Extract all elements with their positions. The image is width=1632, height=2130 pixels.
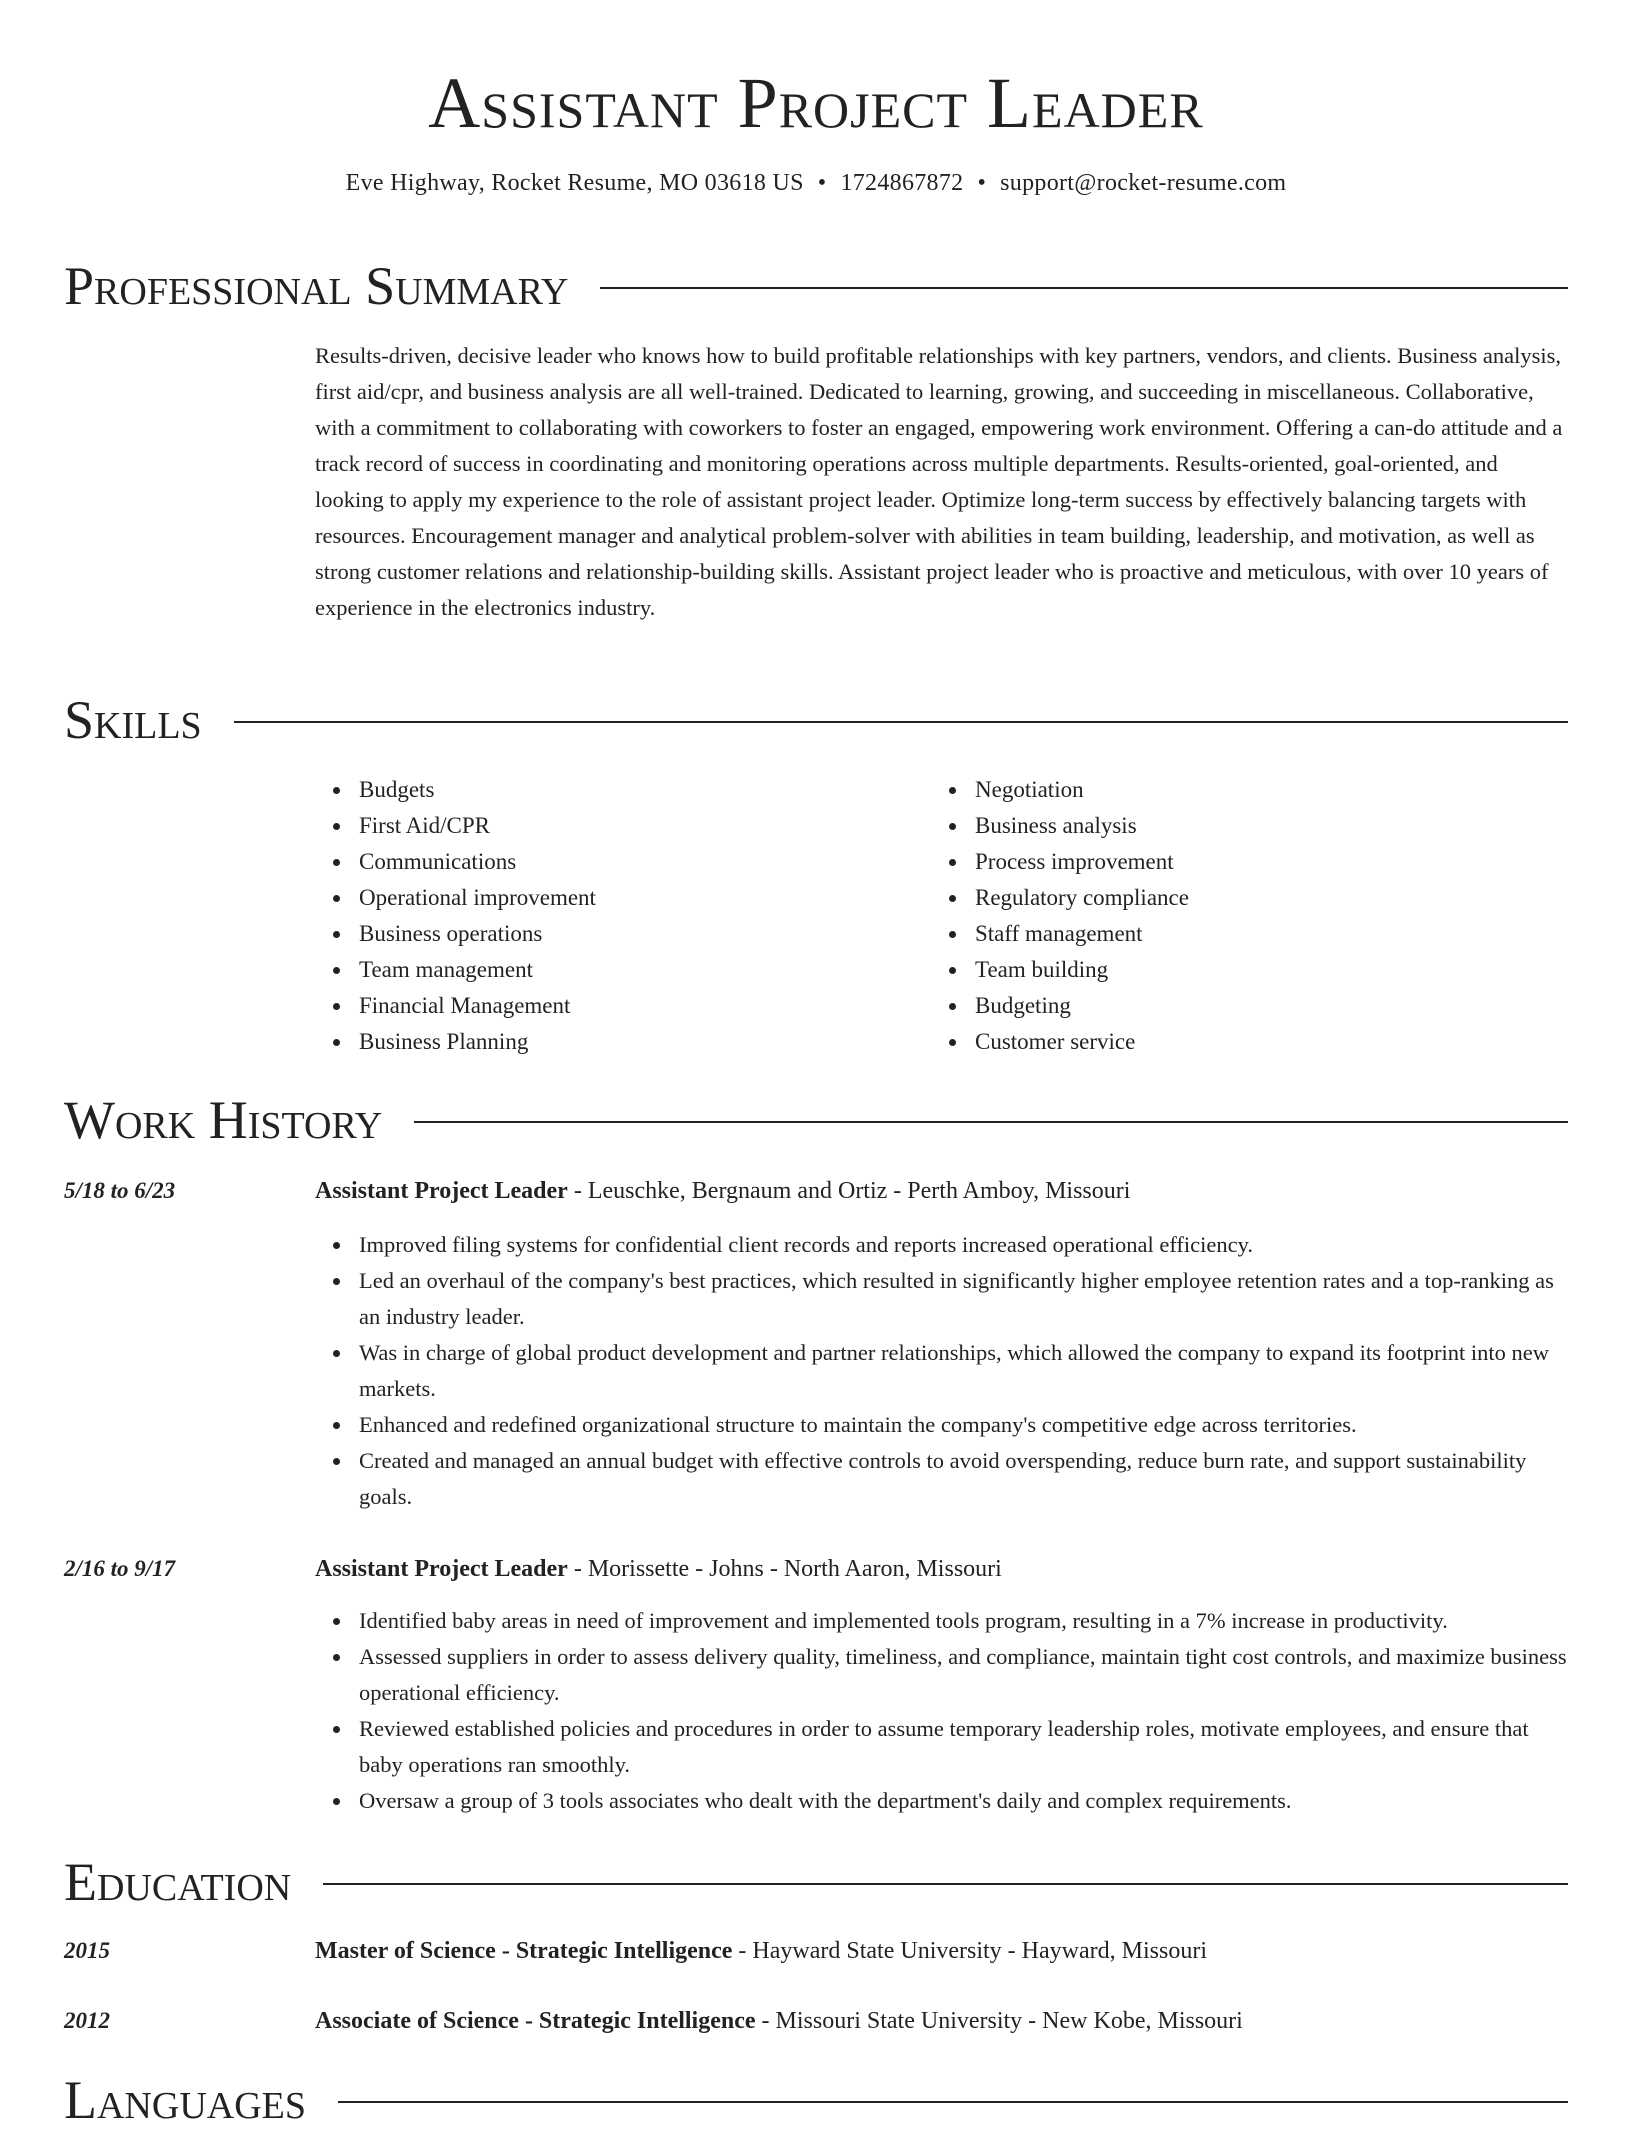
job-heading <box>315 1551 1568 1587</box>
section-divider <box>600 287 1568 289</box>
languages-title: Languages <box>64 2070 306 2130</box>
summary-text: Results-driven, decisive leader who knows how to build profitable relationships with key partners, vendors, and clients. Business analysis, first aid/cpr, and business analysis are all well-trained. Dedicated to learning, growing, and succeeding in miscellaneous. Collaborative, with a commitment to collaborating with coworkers to foster an engaged, empowering work environment. Offering a can-do attitude and a track record of success in coordinating and monitoring operations across multiple departments. Results-oriented, goal-oriented, and looking to apply my experience to the role of assistant project leader. Optimize long-term success by effectively balancing targets with resources. Encouragement manager and analytical problem-solver with abilities in team building, leadership, and motivation, as well as strong customer relations and relationship-building skills. Assistant project leader who is proactive and meticulous, with over 10 years of experience in the electronics industry. <box>315 343 1563 620</box>
summary-title: Professional Summary <box>64 256 569 316</box>
skill-item: Operational improvement <box>359 880 931 916</box>
education-title: Education <box>64 1852 292 1912</box>
languages-section-header <box>64 2070 1568 2130</box>
section-divider <box>338 2101 1568 2103</box>
skills-column-right <box>931 772 1547 1060</box>
job-bullet: Was in charge of global product development and partner relationships, which allowed the company to expand its footprint into new markets. <box>359 1335 1568 1407</box>
skills-list <box>315 772 1568 1060</box>
education-degree: Associate of Science - Strategic Intelligence <box>315 2008 756 2034</box>
education-section-header <box>64 1852 1568 1912</box>
education-year: 2015 <box>64 1938 110 1963</box>
job-date: 5/18 to 6/23 <box>64 1178 176 1203</box>
resume-page <box>64 0 1568 2130</box>
skill-item: Regulatory compliance <box>975 880 1547 916</box>
skill-item: Business analysis <box>975 808 1547 844</box>
section-divider <box>414 1121 1568 1123</box>
job-bullet: Reviewed established policies and procedures in order to assume temporary leadership roles, motivate employees, and ensure that baby operations ran smoothly. <box>359 1711 1568 1783</box>
contact-separator: • <box>977 170 987 196</box>
skill-item: Financial Management <box>359 988 931 1024</box>
job-bullets <box>315 1227 1568 1515</box>
job-bullet: Identified baby areas in need of improvement and implemented tools program, resulting in a 7% increase in productivity. <box>359 1603 1568 1639</box>
education-details: - Missouri State University - New Kobe, Missouri <box>755 2008 1243 2034</box>
job-bullet: Led an overhaul of the company's best practices, which resulted in significantly higher employee retention rates and a top-ranking as an industry leader. <box>359 1263 1568 1335</box>
skill-item: Process improvement <box>975 844 1547 880</box>
contact-line <box>64 168 1568 198</box>
education-entry <box>315 2003 1568 2039</box>
contact-email: support@rocket-resume.com <box>1000 170 1287 196</box>
summary-section-header <box>64 256 1568 316</box>
skill-item: Customer service <box>975 1024 1547 1060</box>
education-details: - Hayward State University - Hayward, Missouri <box>732 1938 1207 1964</box>
contact-separator: • <box>817 170 827 196</box>
job-details: - Morissette - Johns - North Aaron, Missouri <box>567 1556 1002 1582</box>
job-bullet: Created and managed an annual budget with effective controls to avoid overspending, reduce burn rate, and support sustainability goals. <box>359 1443 1568 1515</box>
job-role: Assistant Project Leader <box>315 1556 568 1582</box>
work-section-header <box>64 1090 1568 1150</box>
job-bullets <box>315 1603 1568 1819</box>
job-heading <box>315 1173 1568 1209</box>
contact-address: Eve Highway, Rocket Resume, MO 03618 US <box>345 170 804 196</box>
education-year: 2012 <box>64 2008 110 2033</box>
skill-item: Team management <box>359 952 931 988</box>
skills-title: Skills <box>64 690 202 750</box>
job-role: Assistant Project Leader <box>315 1178 568 1204</box>
skill-item: Negotiation <box>975 772 1547 808</box>
skill-item: First Aid/CPR <box>359 808 931 844</box>
skill-item: Budgeting <box>975 988 1547 1024</box>
job-bullet: Enhanced and redefined organizational structure to maintain the company's competitive edge across territories. <box>359 1407 1568 1443</box>
skill-item: Communications <box>359 844 931 880</box>
section-divider <box>323 1883 1568 1885</box>
job-bullet: Assessed suppliers in order to assess delivery quality, timeliness, and compliance, maintain tight cost controls, and maximize business operational efficiency. <box>359 1639 1568 1711</box>
education-entry <box>315 1933 1568 1969</box>
job-bullet: Oversaw a group of 3 tools associates who dealt with the department's daily and complex requirements. <box>359 1783 1568 1819</box>
education-degree: Master of Science - Strategic Intelligence <box>315 1938 733 1964</box>
work-title: Work History <box>64 1090 383 1150</box>
job-bullet: Improved filing systems for confidential client records and reports increased operational efficiency. <box>359 1227 1568 1263</box>
skills-section-header <box>64 690 1568 750</box>
job-date: 2/16 to 9/17 <box>64 1556 176 1581</box>
skill-item: Business Planning <box>359 1024 931 1060</box>
job-details: - Leuschke, Bergnaum and Ortiz - Perth Amboy, Missouri <box>567 1178 1131 1204</box>
section-divider <box>234 721 1568 723</box>
skill-item: Budgets <box>359 772 931 808</box>
skill-item: Team building <box>975 952 1547 988</box>
skill-item: Staff management <box>975 916 1547 952</box>
skill-item: Business operations <box>359 916 931 952</box>
contact-phone: 1724867872 <box>840 170 964 196</box>
skills-column-left <box>315 772 931 1060</box>
resume-name: Assistant Project Leader <box>428 63 1204 143</box>
